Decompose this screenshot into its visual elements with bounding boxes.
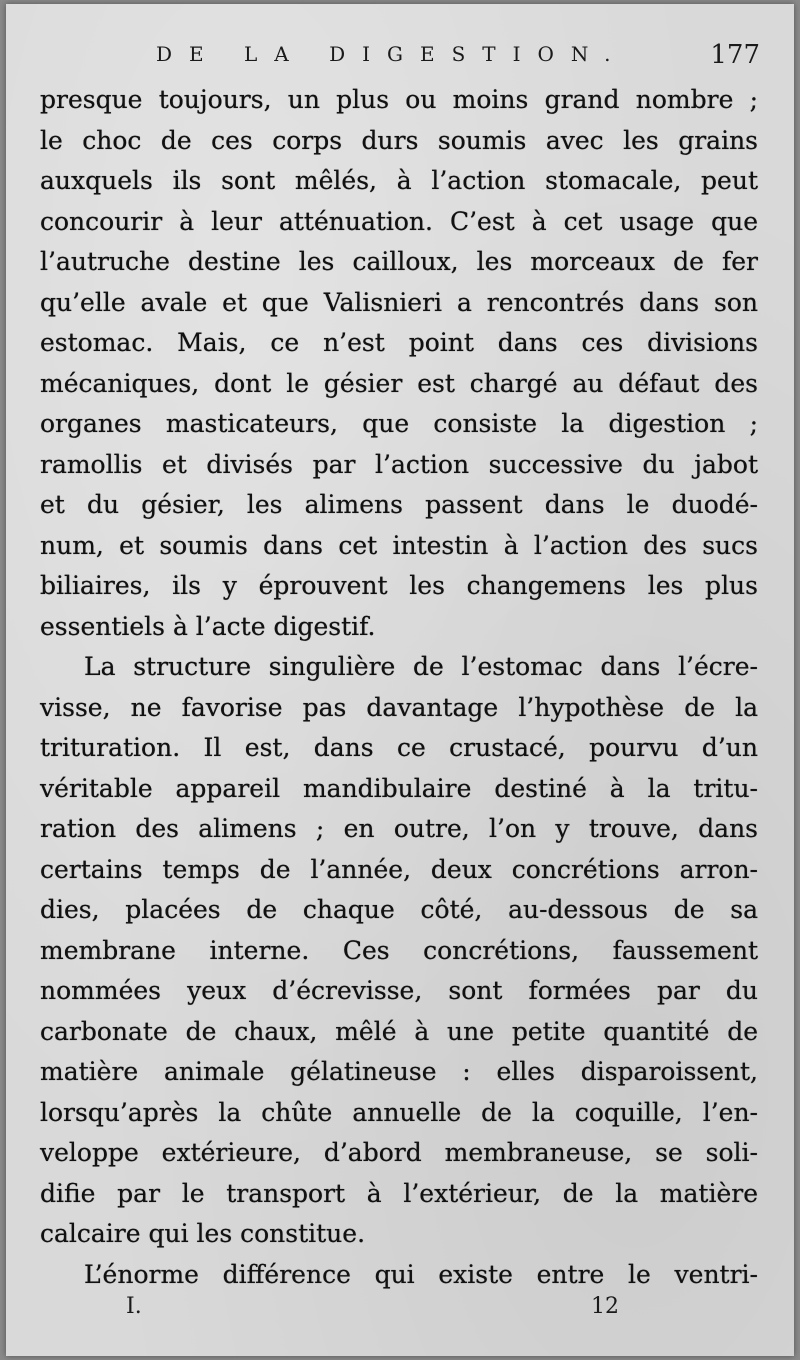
text-line: difie par le transport à l’extérieur, de la matière [40, 1178, 758, 1208]
text-line: La structure singulière de l’estomac dans l’écre- [84, 652, 758, 681]
page-footer [6, 1294, 794, 1330]
text-line: membrane interne. Ces concrétions, faussement [40, 935, 758, 965]
text-line: concourir à leur atténuation. C’est à cet usage que [40, 206, 758, 236]
text-line: certains temps de l’année, deux concrétions arron- [40, 854, 758, 884]
text-line: véritable appareil mandibulaire destiné à la tritu- [40, 773, 758, 803]
text-line: trituration. Il est, dans ce crustacé, pourvu d’un [40, 733, 758, 762]
text-line: mécaniques, dont le gésier est chargé au défaut des [40, 368, 758, 398]
text-line: qu’elle avale et que Valisnieri a rencontrés dans son [40, 287, 758, 317]
body-text [40, 80, 758, 1295]
text-line: biliaires, ils y éprouvent les changemens les plus [40, 571, 758, 600]
text-line: calcaire qui les constitue. [40, 1219, 366, 1248]
text-line: ration des alimens ; en outre, l’on y trouve, dans [40, 814, 758, 843]
running-head [6, 42, 794, 78]
book-page [6, 4, 794, 1356]
text-line: ramollis et divisés par l’action successive du jabot [40, 449, 758, 479]
text-line: presque toujours, un plus ou moins grand nombre ; [40, 85, 758, 114]
text-line: et du gésier, les alimens passent dans le duodé- [40, 490, 758, 519]
running-title: DE LA DIGESTION. [156, 42, 628, 66]
text-line: l’autruche destine les cailloux, les morceaux de fer [40, 247, 758, 276]
text-line: organes masticateurs, que consiste la digestion ; [40, 409, 758, 438]
text-line: carbonate de chaux, mêlé à une petite quantité de [40, 1016, 758, 1046]
text-line: veloppe extérieure, d’abord membraneuse, se soli- [40, 1138, 758, 1167]
text-line: dies, placées de chaque côté, au-dessous de sa [40, 895, 758, 924]
text-line: visse, ne favorise pas davantage l’hypothèse de la [40, 692, 758, 722]
page-number: 177 [710, 40, 760, 70]
text-line: num, et soumis dans cet intestin à l’action des sucs [40, 530, 758, 560]
text-line: auxquels ils sont mêlés, à l’action stomacale, peut [40, 166, 758, 195]
sheet-number: 12 [591, 1294, 619, 1319]
text-line: estomac. Mais, ce n’est point dans ces divisions [40, 328, 758, 357]
text-line: essentiels à l’acte digestif. [40, 611, 376, 641]
text-line: nommées yeux d’écrevisse, sont formées par du [40, 976, 758, 1005]
text-line: lorsqu’après la chûte annuelle de la coquille, l’en- [40, 1097, 758, 1127]
text-line: matière animale gélatineuse : elles disparoissent, [40, 1057, 758, 1086]
text-line: le choc de ces corps durs soumis avec les grains [40, 125, 758, 155]
signature-mark: I. [126, 1294, 142, 1319]
text-line: L’énorme différence qui existe entre le ventri- [84, 1259, 758, 1289]
